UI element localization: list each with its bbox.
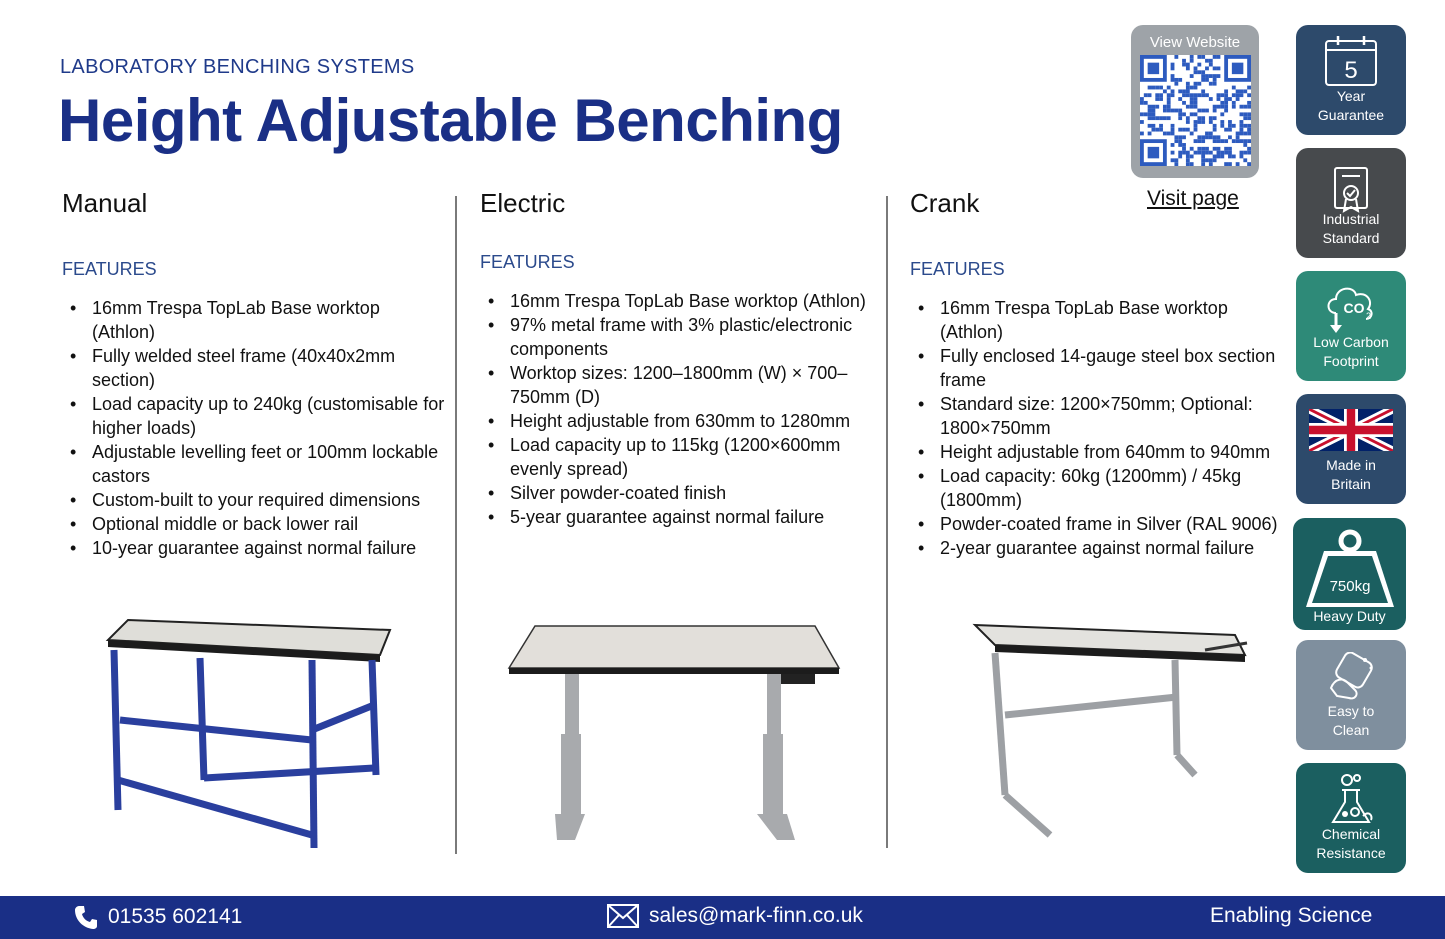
qr-label: View Website [1149,34,1241,51]
badge-label: Made in [1326,457,1376,473]
footer-bar [0,896,1445,939]
manual-bench-image [90,610,410,860]
list-item: • 16mm Trespa TopLab Base worktop (Athlon) [62,296,447,344]
flask-icon [1323,772,1379,828]
visit-page-link[interactable]: Visit page [1147,187,1239,210]
list-item: • Worktop sizes: 1200–1800mm (W) × 700–750mm (D) [480,361,875,409]
chemical-resistance-badge [1296,763,1406,873]
low-carbon-badge [1296,271,1406,381]
union-flag-icon [1309,409,1393,451]
list-item: • 16mm Trespa TopLab Base worktop (Athlon) [480,289,875,313]
qr-code-icon[interactable] [1140,55,1251,166]
badge-label: Standard [1322,230,1380,246]
list-item: • 2-year guarantee against normal failure [910,536,1290,560]
column-divider [886,196,888,848]
weight-icon [1302,527,1398,609]
list-item: • 10-year guarantee against normal failure [62,536,447,560]
list-item: • 97% metal frame with 3% plastic/electronic components [480,313,875,361]
feature-list [62,296,447,560]
section-subtitle: LABORATORY BENCHING SYSTEMS [60,56,415,78]
badge-label: Chemical [1321,826,1381,842]
badge-label: Resistance [1316,845,1386,861]
certificate-icon [1331,165,1371,215]
list-item: • Silver powder-coated finish [480,481,875,505]
guarantee-badge [1296,25,1406,135]
badge-label: Year [1336,88,1366,104]
footer-phone[interactable] [74,904,242,930]
list-item: • 16mm Trespa TopLab Base worktop (Athlon) [910,296,1290,344]
footer-tagline: Enabling Science [1210,904,1373,927]
calendar-icon [1323,33,1379,89]
badge-label: Guarantee [1317,107,1385,123]
phone-number: 01535 602141 [108,905,243,928]
list-item: • Load capacity up to 240kg (customisable for higher loads) [62,392,447,440]
list-item: • Custom-built to your required dimensions [62,488,447,512]
badge-label: Low Carbon [1313,334,1389,350]
svg-text:CO: CO [1343,300,1365,316]
column-heading: Manual [62,188,148,218]
column-divider [455,196,457,854]
made-in-britain-badge [1296,394,1406,504]
svg-text:2: 2 [1366,311,1372,321]
list-item: • Load capacity: 60kg (1200mm) / 45kg (1800mm) [910,464,1290,512]
envelope-icon [607,904,639,928]
electric-bench-image [505,618,845,843]
qr-code-panel[interactable] [1131,25,1259,178]
column-heading: Electric [480,188,566,218]
list-item: • Fully welded steel frame (40x40x2mm section) [62,344,447,392]
column-heading: Crank [910,188,980,218]
manual-column [62,188,447,560]
list-item: • 5-year guarantee against normal failure [480,505,875,529]
electric-column [480,188,875,529]
list-item: • Height adjustable from 630mm to 1280mm [480,409,875,433]
cleaning-hand-icon [1325,652,1377,704]
co2-cloud-icon [1322,279,1380,335]
features-label: FEATURES [480,252,575,272]
badge-label: Clean [1332,722,1370,738]
phone-icon [74,904,98,930]
crank-bench-image [965,605,1255,850]
list-item: • Powder-coated frame in Silver (RAL 9006) [910,512,1290,536]
list-item: • Adjustable levelling feet or 100mm lockable castors [62,440,447,488]
email-address: sales@mark-finn.co.uk [649,904,863,927]
feature-list [480,289,875,529]
list-item: • Height adjustable from 640mm to 940mm [910,440,1290,464]
features-label: FEATURES [910,259,1005,279]
list-item: • Optional middle or back lower rail [62,512,447,536]
features-label: FEATURES [62,259,157,279]
heavy-duty-badge [1293,518,1406,630]
page-title: Height Adjustable Benching [58,87,843,154]
easy-clean-badge [1296,640,1406,750]
badge-label: Easy to [1327,703,1375,719]
list-item: • Fully enclosed 14-gauge steel box section frame [910,344,1290,392]
footer-email[interactable] [607,904,863,928]
list-item: • Standard size: 1200×750mm; Optional: 1800×750mm [910,392,1290,440]
guarantee-years: 5 [1344,57,1358,84]
badge-label: Heavy Duty [1313,608,1386,624]
industrial-standard-badge [1296,148,1406,258]
weight-label: 750kg [1329,578,1370,595]
badge-label: Britain [1331,476,1371,492]
feature-list [910,296,1290,560]
crank-column [910,188,1290,560]
list-item: • Load capacity up to 115kg (1200×600mm evenly spread) [480,433,875,481]
badge-label: Industrial [1322,211,1380,227]
badge-label: Footprint [1323,353,1379,369]
